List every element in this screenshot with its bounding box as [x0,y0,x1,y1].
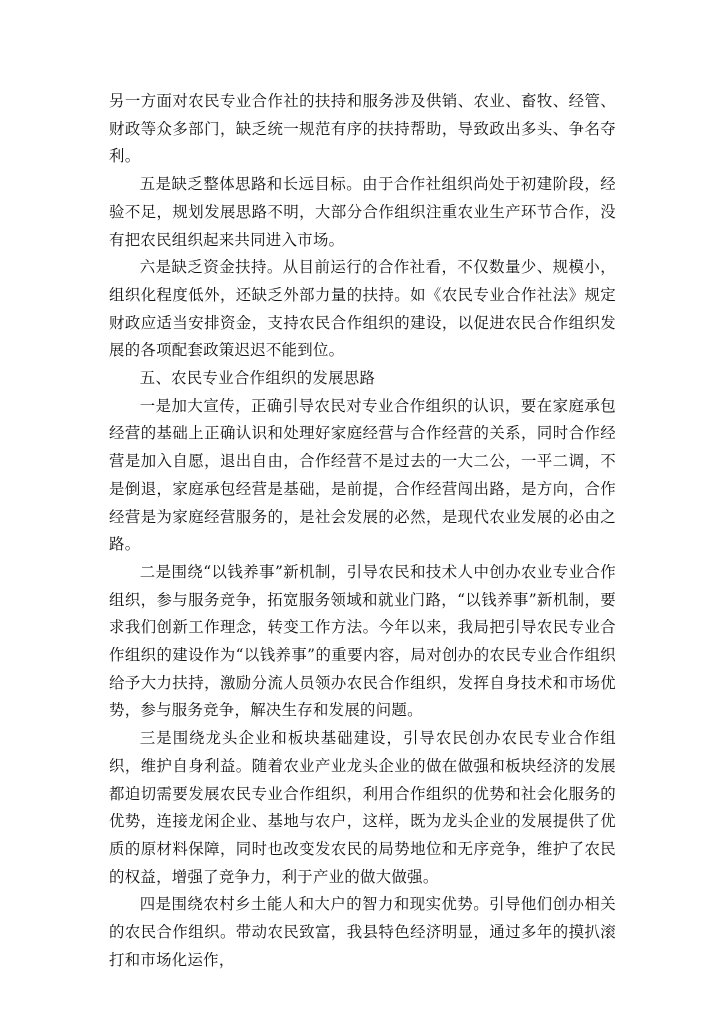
paragraph-idea-three: 三是围绕龙头企业和板块基础建设，引导农民创办农民专业合作组织，维护自身利益。随着农业产业龙头企业的做在做强和板块经济的发展都迫切需要发展农民专业合作组织，利用合作组织的优势和社会化服务的优势，连接龙闲企业、基地与农户，这样，既为龙头企业的发展提供了优质的原材料保障，同时也改变发农民的局势地位和无序竞争，维护了农民的权益，增强了竞争力，利于产业的做大做强。 [109,729,616,886]
document-body [109,88,616,975]
paragraph-idea-two: 二是围绕“以钱养事”新机制，引导农民和技术人中创办农业专业合作组织，参与服务竞争，拓宽服务领域和就业门路，“以钱养事”新机制，要求我们创新工作理念，转变工作方法。今年以来，我局把引导农民专业合作组织的建设作为“以钱养事”的重要内容，局对创办的农民专业合作组织给予大力扶持，激励分流人员领办农民合作组织，发挥自身技术和市场优势，参与服务竞争，解决生存和发展的问题。 [109,562,616,720]
paragraph-continuation: 另一方面对农民专业合作社的扶持和服务涉及供销、农业、畜牧、经管、财政等众多部门，缺乏统一规范有序的扶持帮助，导致政出多头、争名夺利。 [109,92,616,166]
section-heading-development-ideas: 五、农民专业合作组织的发展思路 [139,369,376,388]
paragraph-idea-four: 四是围绕农村乡土能人和大户的智力和现实优势。引导他们创办相关的农民合作组织。带动农民致富，我县特色经济明显，通过多年的摸扒滚打和市场化运作， [109,895,616,969]
paragraph-point-six: 六是缺乏资金扶持。从目前运行的合作社看，不仅数量少、规模小，组织化程度低外，还缺乏外部力量的扶持。如《农民专业合作社法》规定财政应适当安排资金，支持农民合作组织的建设，以促进农民合作组织发展的各项配套政策迟迟不能到位。 [109,258,616,360]
paragraph-point-five: 五是缺乏整体思路和长远目标。由于合作社组织尚处于初建阶段，经验不足，规划发展思路不明，大部分合作组织注重农业生产环节合作，没有把农民组织起来共同进入市场。 [109,175,616,249]
paragraph-idea-one: 一是加大宣传，正确引导农民对专业合作组织的认识，要在家庭承包经营的基础上正确认识和处理好家庭经营与合作经营的关系，同时合作经营是加入自愿，退出自由，合作经营不是过去的一大二公，一平二调，不是倒退，家庭承包经营是基础，是前提，合作经营闯出路，是方向，合作经营是为家庭经营服务的，是社会发展的必然，是现代农业发展的必由之路。 [109,396,616,554]
